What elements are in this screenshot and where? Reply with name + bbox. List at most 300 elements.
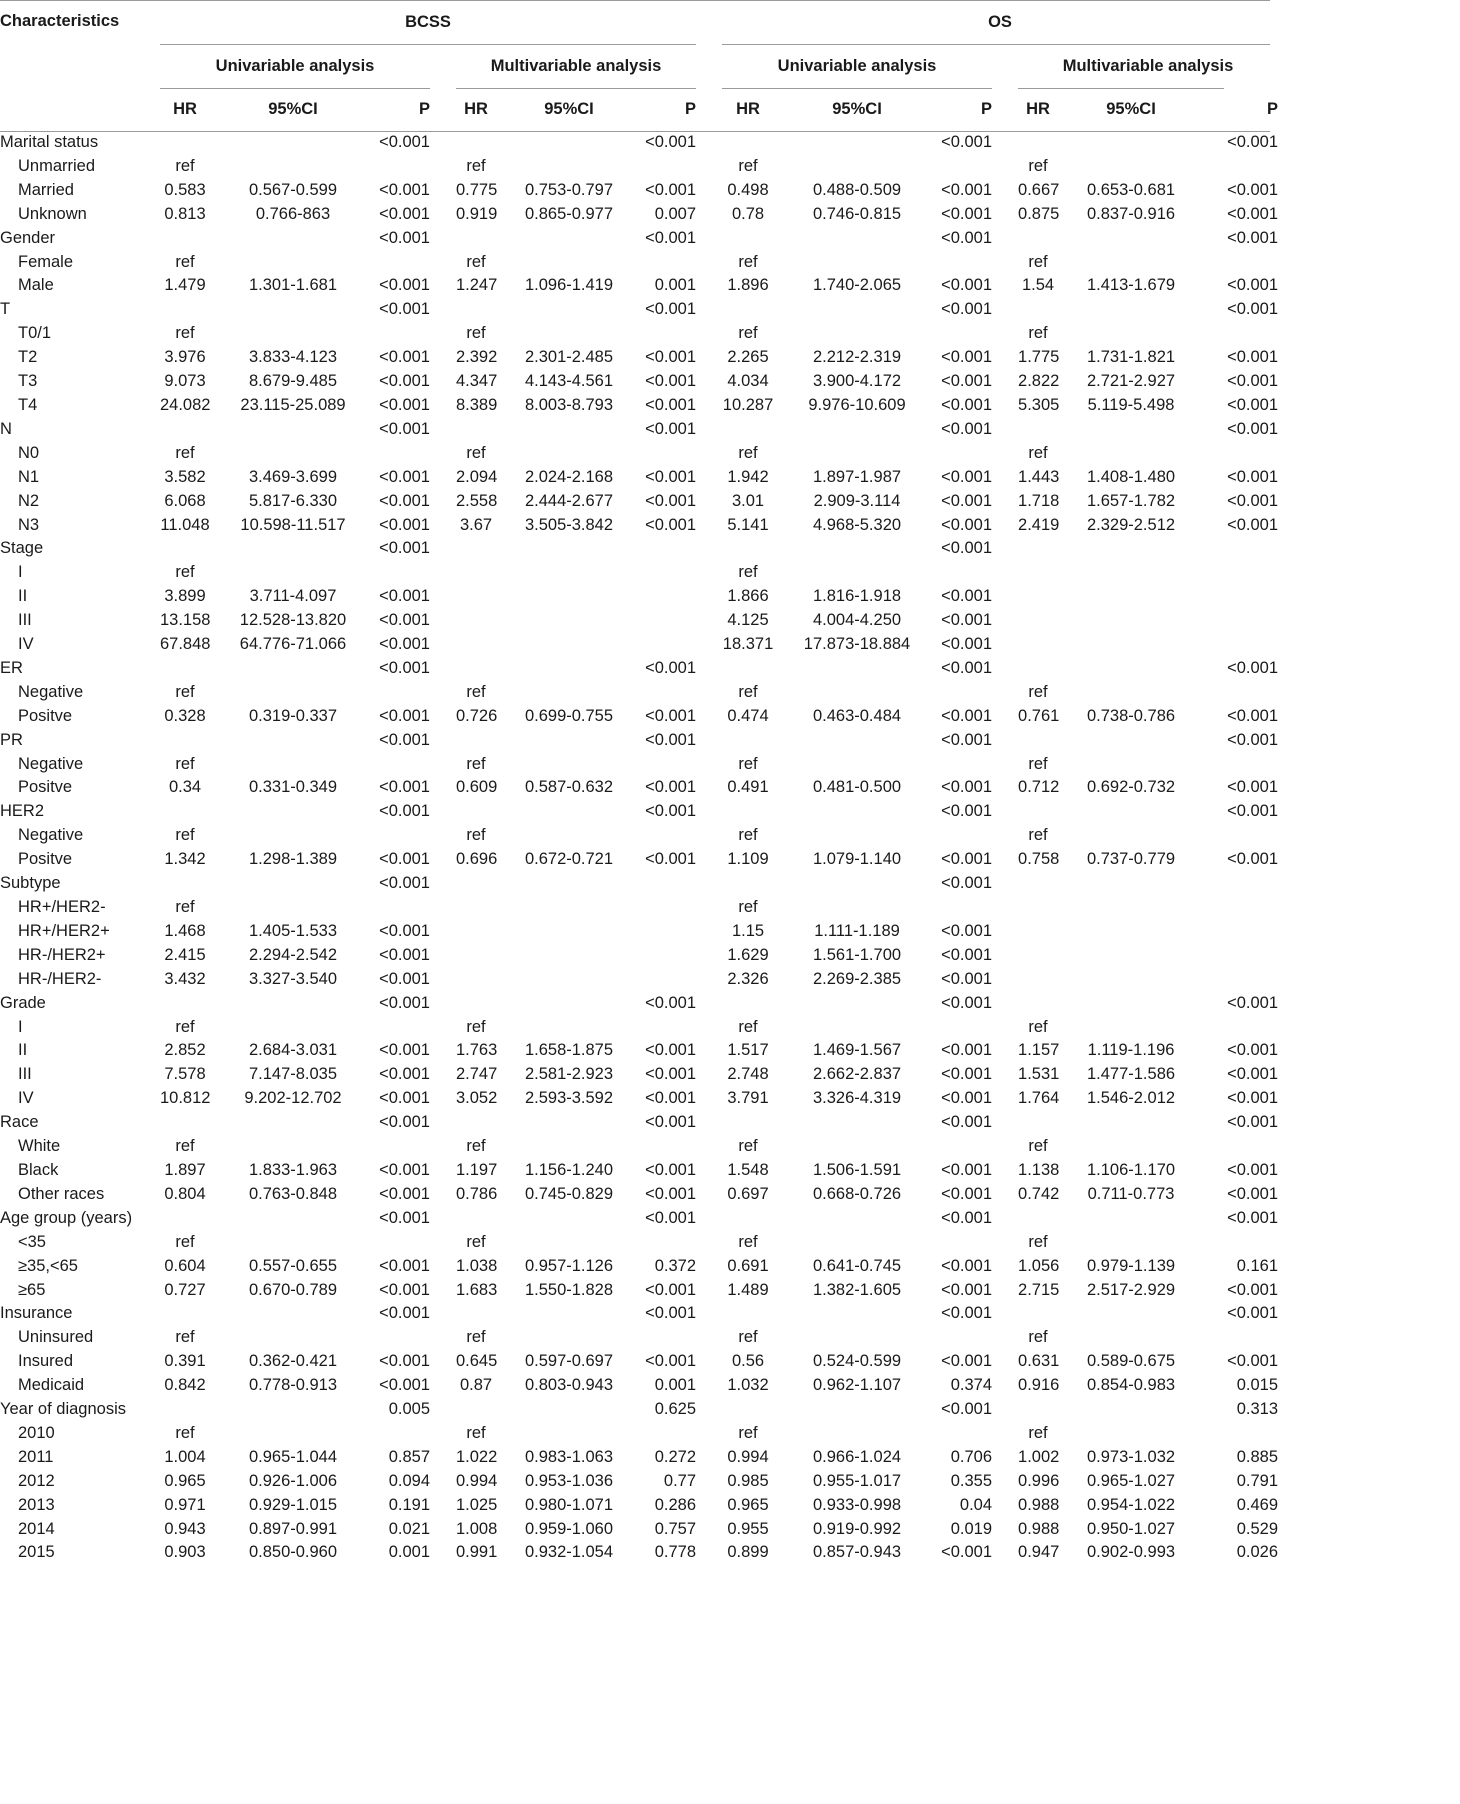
cell-hr: 0.391 xyxy=(164,1352,206,1371)
cell-hr: ref xyxy=(175,826,195,845)
cell-p: <0.001 xyxy=(645,706,697,725)
cell-ci: 0.955-1.017 xyxy=(812,1471,902,1490)
cell-ci: 0.641-0.745 xyxy=(812,1256,902,1275)
cell-ci xyxy=(496,1135,642,1159)
table-row xyxy=(0,1016,1278,1040)
cell-ci: 0.926-1.006 xyxy=(248,1471,338,1490)
cell-ci: 5.119-5.498 xyxy=(1087,395,1175,414)
cell-p: 0.007 xyxy=(654,204,697,223)
cell-ci: 0.959-1.060 xyxy=(524,1519,614,1538)
cell-p xyxy=(642,1231,696,1255)
table-row xyxy=(0,346,1278,370)
cell-ci xyxy=(1058,1398,1204,1422)
cell-hr: ref xyxy=(175,324,195,343)
cell-p: 0.286 xyxy=(654,1495,697,1514)
row-label: 2012 xyxy=(18,1471,55,1490)
cell-hr: 0.696 xyxy=(456,850,498,869)
cell-p: <0.001 xyxy=(941,635,993,654)
cell-ci xyxy=(1058,585,1204,609)
col-p-header: P xyxy=(685,100,697,118)
cell-p: <0.001 xyxy=(941,133,993,151)
cell-hr: ref xyxy=(175,1232,195,1251)
table-group-row xyxy=(0,657,1278,681)
column-gap xyxy=(696,1446,722,1470)
table-body xyxy=(0,131,1278,1565)
cell-ci: 1.106-1.170 xyxy=(1086,1160,1176,1179)
cell-p: <0.001 xyxy=(645,515,697,534)
column-gap xyxy=(696,920,722,944)
table-row xyxy=(0,920,1278,944)
cell-ci xyxy=(496,298,642,322)
cell-hr xyxy=(1018,1207,1058,1231)
column-gap xyxy=(696,1231,722,1255)
column-gap xyxy=(992,1446,1018,1470)
table-row xyxy=(0,824,1278,848)
cell-ci: 0.778-0.913 xyxy=(248,1376,338,1395)
column-gap xyxy=(430,1494,456,1518)
cell-hr xyxy=(722,418,774,442)
cell-p: <0.001 xyxy=(645,491,697,510)
table-group-row xyxy=(0,131,1278,155)
cell-ci: 2.721-2.927 xyxy=(1086,372,1176,391)
cell-ci xyxy=(210,155,376,179)
cell-ci xyxy=(210,1422,376,1446)
column-gap xyxy=(696,179,722,203)
cell-p: <0.001 xyxy=(941,372,993,391)
column-gap xyxy=(430,155,456,179)
table-row xyxy=(0,1350,1278,1374)
cell-ci xyxy=(496,561,642,585)
col-p-header: P xyxy=(981,100,993,118)
cell-p: <0.001 xyxy=(941,611,993,630)
cell-hr xyxy=(160,657,210,681)
cell-hr xyxy=(456,1111,496,1135)
column-gap xyxy=(992,370,1018,394)
cell-hr: 4.347 xyxy=(456,372,498,391)
cell-p xyxy=(1204,681,1278,705)
column-gap xyxy=(430,322,456,346)
cell-hr: ref xyxy=(1028,1137,1048,1156)
cell-hr: ref xyxy=(738,826,758,845)
cell-p: 0.001 xyxy=(654,276,697,295)
cell-p: 0.313 xyxy=(1236,1400,1279,1419)
cell-hr: 13.158 xyxy=(160,611,211,630)
cell-ci xyxy=(1058,609,1204,633)
cell-ci xyxy=(774,418,940,442)
table-row xyxy=(0,1135,1278,1159)
column-gap xyxy=(992,131,1018,155)
cell-ci xyxy=(496,1398,642,1422)
row-label: T xyxy=(0,300,11,319)
cell-p xyxy=(1204,251,1278,275)
cell-hr xyxy=(1018,298,1058,322)
cell-p: 0.778 xyxy=(654,1543,697,1562)
cell-ci: 0.362-0.421 xyxy=(248,1352,338,1371)
cell-hr: 1.15 xyxy=(731,921,765,940)
cell-hr: 24.082 xyxy=(160,395,211,414)
cell-ci: 0.933-0.998 xyxy=(812,1495,902,1514)
cell-p: <0.001 xyxy=(941,276,993,295)
row-label: Married xyxy=(18,180,74,199)
column-gap xyxy=(430,1231,456,1255)
cell-ci: 0.919-0.992 xyxy=(812,1519,902,1538)
row-label: Subtype xyxy=(0,874,61,893)
cell-ci: 2.517-2.929 xyxy=(1086,1280,1176,1299)
cell-p: <0.001 xyxy=(645,228,697,247)
column-gap xyxy=(696,1063,722,1087)
column-gap xyxy=(430,1087,456,1111)
cell-ci: 3.469-3.699 xyxy=(248,467,338,486)
cell-ci: 9.202-12.702 xyxy=(244,1089,342,1108)
table-row xyxy=(0,1446,1278,1470)
column-gap xyxy=(430,1063,456,1087)
cell-p xyxy=(1204,920,1278,944)
col-ci-header: 95%CI xyxy=(268,100,318,118)
cell-p: <0.001 xyxy=(379,587,430,606)
cell-p: <0.001 xyxy=(941,969,993,988)
cell-p xyxy=(642,1016,696,1040)
cell-hr xyxy=(722,537,774,561)
cell-p xyxy=(1204,1231,1278,1255)
cell-hr xyxy=(456,992,496,1016)
cell-p: <0.001 xyxy=(1227,395,1279,414)
cell-p: <0.001 xyxy=(941,945,993,964)
cell-ci: 0.319-0.337 xyxy=(248,706,338,725)
cell-hr xyxy=(722,992,774,1016)
cell-p: <0.001 xyxy=(379,1256,430,1275)
cell-p: <0.001 xyxy=(1227,850,1279,869)
column-gap xyxy=(992,729,1018,753)
column-gap xyxy=(696,251,722,275)
col-ci-header: 95%CI xyxy=(1106,100,1156,118)
cell-p xyxy=(940,1231,992,1255)
column-gap xyxy=(430,1159,456,1183)
table-row xyxy=(0,1422,1278,1446)
cell-p xyxy=(1204,1135,1278,1159)
cell-ci: 4.004-4.250 xyxy=(812,611,902,630)
cell-hr xyxy=(456,298,496,322)
cell-p: <0.001 xyxy=(941,1113,993,1132)
column-gap xyxy=(430,681,456,705)
column-gap xyxy=(430,729,456,753)
table-row xyxy=(0,179,1278,203)
table-row xyxy=(0,394,1278,418)
cell-ci: 0.488-0.509 xyxy=(812,180,902,199)
row-label: Negative xyxy=(18,754,84,773)
cell-ci: 0.953-1.036 xyxy=(524,1471,614,1490)
cell-p: <0.001 xyxy=(1227,276,1279,295)
cell-ci xyxy=(496,1302,642,1326)
column-gap xyxy=(992,633,1018,657)
cell-p xyxy=(642,322,696,346)
cell-p xyxy=(1204,1326,1278,1350)
row-label: Medicaid xyxy=(18,1376,85,1395)
table-row xyxy=(0,1326,1278,1350)
cell-p xyxy=(642,609,696,633)
cell-p: <0.001 xyxy=(1227,1065,1279,1084)
cell-ci: 0.954-1.022 xyxy=(1086,1495,1176,1514)
cell-p: 0.706 xyxy=(950,1447,993,1466)
cell-p: <0.001 xyxy=(645,730,697,749)
cell-p: <0.001 xyxy=(379,1065,430,1084)
cell-p: <0.001 xyxy=(379,778,430,797)
row-label: HR+/HER2+ xyxy=(18,921,110,940)
column-gap xyxy=(992,1494,1018,1518)
cell-hr: 1.038 xyxy=(456,1256,498,1275)
bcss-univariable-header: Univariable analysis xyxy=(215,56,375,75)
column-gap xyxy=(992,1016,1018,1040)
row-label: Other races xyxy=(18,1184,105,1203)
row-label: PR xyxy=(0,730,23,749)
cell-hr xyxy=(1018,561,1058,585)
table-row xyxy=(0,203,1278,227)
cell-ci xyxy=(210,872,376,896)
cell-p: <0.001 xyxy=(379,1376,430,1395)
cell-p: <0.001 xyxy=(1227,515,1279,534)
cell-ci xyxy=(1058,298,1204,322)
column-gap xyxy=(992,920,1018,944)
table-group-row xyxy=(0,418,1278,442)
cell-p xyxy=(940,251,992,275)
cell-ci xyxy=(496,1231,642,1255)
cell-p: <0.001 xyxy=(379,539,430,558)
cell-ci: 0.524-0.599 xyxy=(812,1352,902,1371)
cell-hr: 1.548 xyxy=(727,1160,769,1179)
row-label: Negative xyxy=(18,826,84,845)
table-row xyxy=(0,1374,1278,1398)
cell-ci xyxy=(210,322,376,346)
column-gap xyxy=(992,537,1018,561)
cell-p xyxy=(642,633,696,657)
table-row xyxy=(0,155,1278,179)
cell-hr xyxy=(456,1398,496,1422)
column-gap xyxy=(696,1016,722,1040)
cell-p: <0.001 xyxy=(941,539,993,558)
cell-ci: 2.593-3.592 xyxy=(524,1089,614,1108)
cell-p xyxy=(940,1326,992,1350)
os-header: OS xyxy=(988,12,1012,31)
cell-hr: 1.775 xyxy=(1018,348,1060,367)
row-label: I xyxy=(18,563,23,582)
col-hr-header: HR xyxy=(1026,100,1050,118)
cell-p: <0.001 xyxy=(1227,658,1279,677)
cell-hr: 1.197 xyxy=(456,1160,498,1179)
cell-ci xyxy=(496,155,642,179)
cell-p: <0.001 xyxy=(379,1160,430,1179)
row-label: N xyxy=(0,419,12,438)
column-gap xyxy=(992,1159,1018,1183)
cell-ci xyxy=(774,896,940,920)
row-label: T3 xyxy=(18,372,38,391)
column-gap xyxy=(430,1398,456,1422)
cell-hr: 1.247 xyxy=(456,276,498,295)
cell-p: <0.001 xyxy=(1227,419,1279,438)
cell-ci: 0.557-0.655 xyxy=(248,1256,338,1275)
cell-p: <0.001 xyxy=(941,1543,993,1562)
column-gap xyxy=(430,968,456,992)
cell-ci xyxy=(774,442,940,466)
column-gap xyxy=(430,1302,456,1326)
row-label: White xyxy=(18,1137,61,1156)
cell-hr xyxy=(1018,920,1058,944)
os-univariable-header: Univariable analysis xyxy=(777,56,937,75)
cell-hr: 0.786 xyxy=(456,1184,498,1203)
cell-p: <0.001 xyxy=(941,1184,993,1203)
cell-p xyxy=(1204,1422,1278,1446)
cell-p xyxy=(1204,753,1278,777)
cell-hr: 0.491 xyxy=(727,778,769,797)
cell-p: <0.001 xyxy=(941,1041,993,1060)
cell-hr: 67.848 xyxy=(160,635,211,654)
cell-ci xyxy=(210,537,376,561)
cell-ci: 0.854-0.983 xyxy=(1086,1376,1176,1395)
row-label: Year of diagnosis xyxy=(0,1400,126,1419)
table-row xyxy=(0,1541,1278,1565)
cell-ci: 0.463-0.484 xyxy=(812,706,902,725)
cell-hr: 3.976 xyxy=(164,348,206,367)
cell-ci: 3.833-4.123 xyxy=(248,348,338,367)
cell-hr: 2.748 xyxy=(727,1065,769,1084)
cell-hr: 4.034 xyxy=(727,372,769,391)
cell-ci xyxy=(1058,968,1204,992)
col-ci-header: 95%CI xyxy=(544,100,594,118)
cell-ci xyxy=(496,729,642,753)
row-label: HR+/HER2- xyxy=(18,898,106,916)
cell-ci xyxy=(774,657,940,681)
row-label: III xyxy=(18,611,32,630)
cell-p xyxy=(1204,633,1278,657)
cell-p: <0.001 xyxy=(379,635,430,654)
cell-hr: 0.631 xyxy=(1018,1352,1060,1371)
column-gap xyxy=(992,155,1018,179)
cell-ci: 0.737-0.779 xyxy=(1086,850,1176,869)
cell-p: 0.625 xyxy=(654,1400,697,1419)
cell-p: <0.001 xyxy=(379,1041,430,1060)
cell-p: 0.161 xyxy=(1236,1256,1279,1275)
table-row xyxy=(0,1255,1278,1279)
column-gap xyxy=(992,346,1018,370)
column-gap xyxy=(992,1518,1018,1542)
cell-p: <0.001 xyxy=(645,1280,697,1299)
cell-ci xyxy=(210,681,376,705)
cell-ci xyxy=(774,1302,940,1326)
cell-ci xyxy=(1058,657,1204,681)
cell-hr xyxy=(722,872,774,896)
cell-ci: 0.653-0.681 xyxy=(1086,180,1176,199)
row-label: Marital status xyxy=(0,133,99,151)
cell-p: <0.001 xyxy=(645,802,697,821)
column-gap xyxy=(430,1422,456,1446)
cell-ci: 2.909-3.114 xyxy=(813,491,901,510)
row-label: 2010 xyxy=(18,1423,55,1442)
row-label: HR-/HER2- xyxy=(18,969,102,988)
cell-ci: 1.469-1.567 xyxy=(812,1041,902,1060)
cell-hr: 3.432 xyxy=(164,969,206,988)
cell-ci xyxy=(1058,872,1204,896)
cell-hr: 0.87 xyxy=(459,1376,493,1395)
cell-hr: 0.813 xyxy=(164,204,206,223)
cell-p: <0.001 xyxy=(941,802,993,821)
cell-p: 0.469 xyxy=(1236,1495,1279,1514)
cell-hr xyxy=(722,298,774,322)
cell-ci: 5.817-6.330 xyxy=(248,491,338,510)
cell-hr: ref xyxy=(175,1137,195,1156)
row-label: ≥65 xyxy=(18,1280,46,1299)
cell-hr: 0.919 xyxy=(456,204,498,223)
column-gap xyxy=(992,848,1018,872)
cell-p: <0.001 xyxy=(1227,467,1279,486)
cell-p xyxy=(642,920,696,944)
column-gap xyxy=(430,944,456,968)
table-header xyxy=(0,0,1278,131)
cell-p: <0.001 xyxy=(1227,706,1279,725)
cell-ci xyxy=(1058,729,1204,753)
cell-p: <0.001 xyxy=(379,850,430,869)
cell-hr: ref xyxy=(1028,324,1048,343)
cell-hr xyxy=(456,944,496,968)
cell-hr xyxy=(1018,1111,1058,1135)
row-label: III xyxy=(18,1065,32,1084)
cell-ci xyxy=(496,753,642,777)
column-gap xyxy=(696,561,722,585)
cell-p: <0.001 xyxy=(645,1041,697,1060)
cell-p: <0.001 xyxy=(379,1280,430,1299)
cell-hr: ref xyxy=(1028,252,1048,271)
cell-hr: 0.761 xyxy=(1018,706,1060,725)
cell-p xyxy=(642,585,696,609)
table-row xyxy=(0,322,1278,346)
cell-p: <0.001 xyxy=(645,348,697,367)
cell-hr: 0.697 xyxy=(727,1184,769,1203)
row-label: 2013 xyxy=(18,1495,55,1514)
cell-p: <0.001 xyxy=(379,993,430,1012)
cell-ci: 2.444-2.677 xyxy=(524,491,614,510)
column-gap xyxy=(992,561,1018,585)
cell-p: <0.001 xyxy=(1227,1304,1279,1323)
column-gap xyxy=(696,274,722,298)
column-gap xyxy=(430,442,456,466)
cell-ci: 4.968-5.320 xyxy=(812,515,902,534)
cell-hr: 0.474 xyxy=(727,706,769,725)
cell-hr xyxy=(1018,872,1058,896)
cell-p: <0.001 xyxy=(941,300,993,319)
cell-hr: 2.415 xyxy=(164,945,206,964)
cell-hr: 1.942 xyxy=(727,467,769,486)
column-gap xyxy=(992,1255,1018,1279)
column-gap xyxy=(430,1135,456,1159)
cell-hr: 3.052 xyxy=(456,1089,498,1108)
cell-p xyxy=(376,442,430,466)
cell-hr: ref xyxy=(175,754,195,773)
cell-ci xyxy=(774,1422,940,1446)
cell-p: <0.001 xyxy=(941,348,993,367)
row-label: Race xyxy=(0,1113,39,1132)
cell-ci xyxy=(496,131,642,155)
row-label: T0/1 xyxy=(18,324,52,343)
cell-hr: ref xyxy=(738,1232,758,1251)
row-label: IV xyxy=(18,1089,34,1108)
cell-p: <0.001 xyxy=(941,587,993,606)
column-gap xyxy=(992,824,1018,848)
cell-hr: ref xyxy=(466,1232,486,1251)
cell-ci xyxy=(1058,944,1204,968)
cell-ci: 0.672-0.721 xyxy=(524,850,614,869)
column-gap xyxy=(430,1541,456,1565)
cell-hr: 1.629 xyxy=(727,945,769,964)
cell-p xyxy=(642,824,696,848)
cell-hr xyxy=(1018,800,1058,824)
table-row xyxy=(0,776,1278,800)
